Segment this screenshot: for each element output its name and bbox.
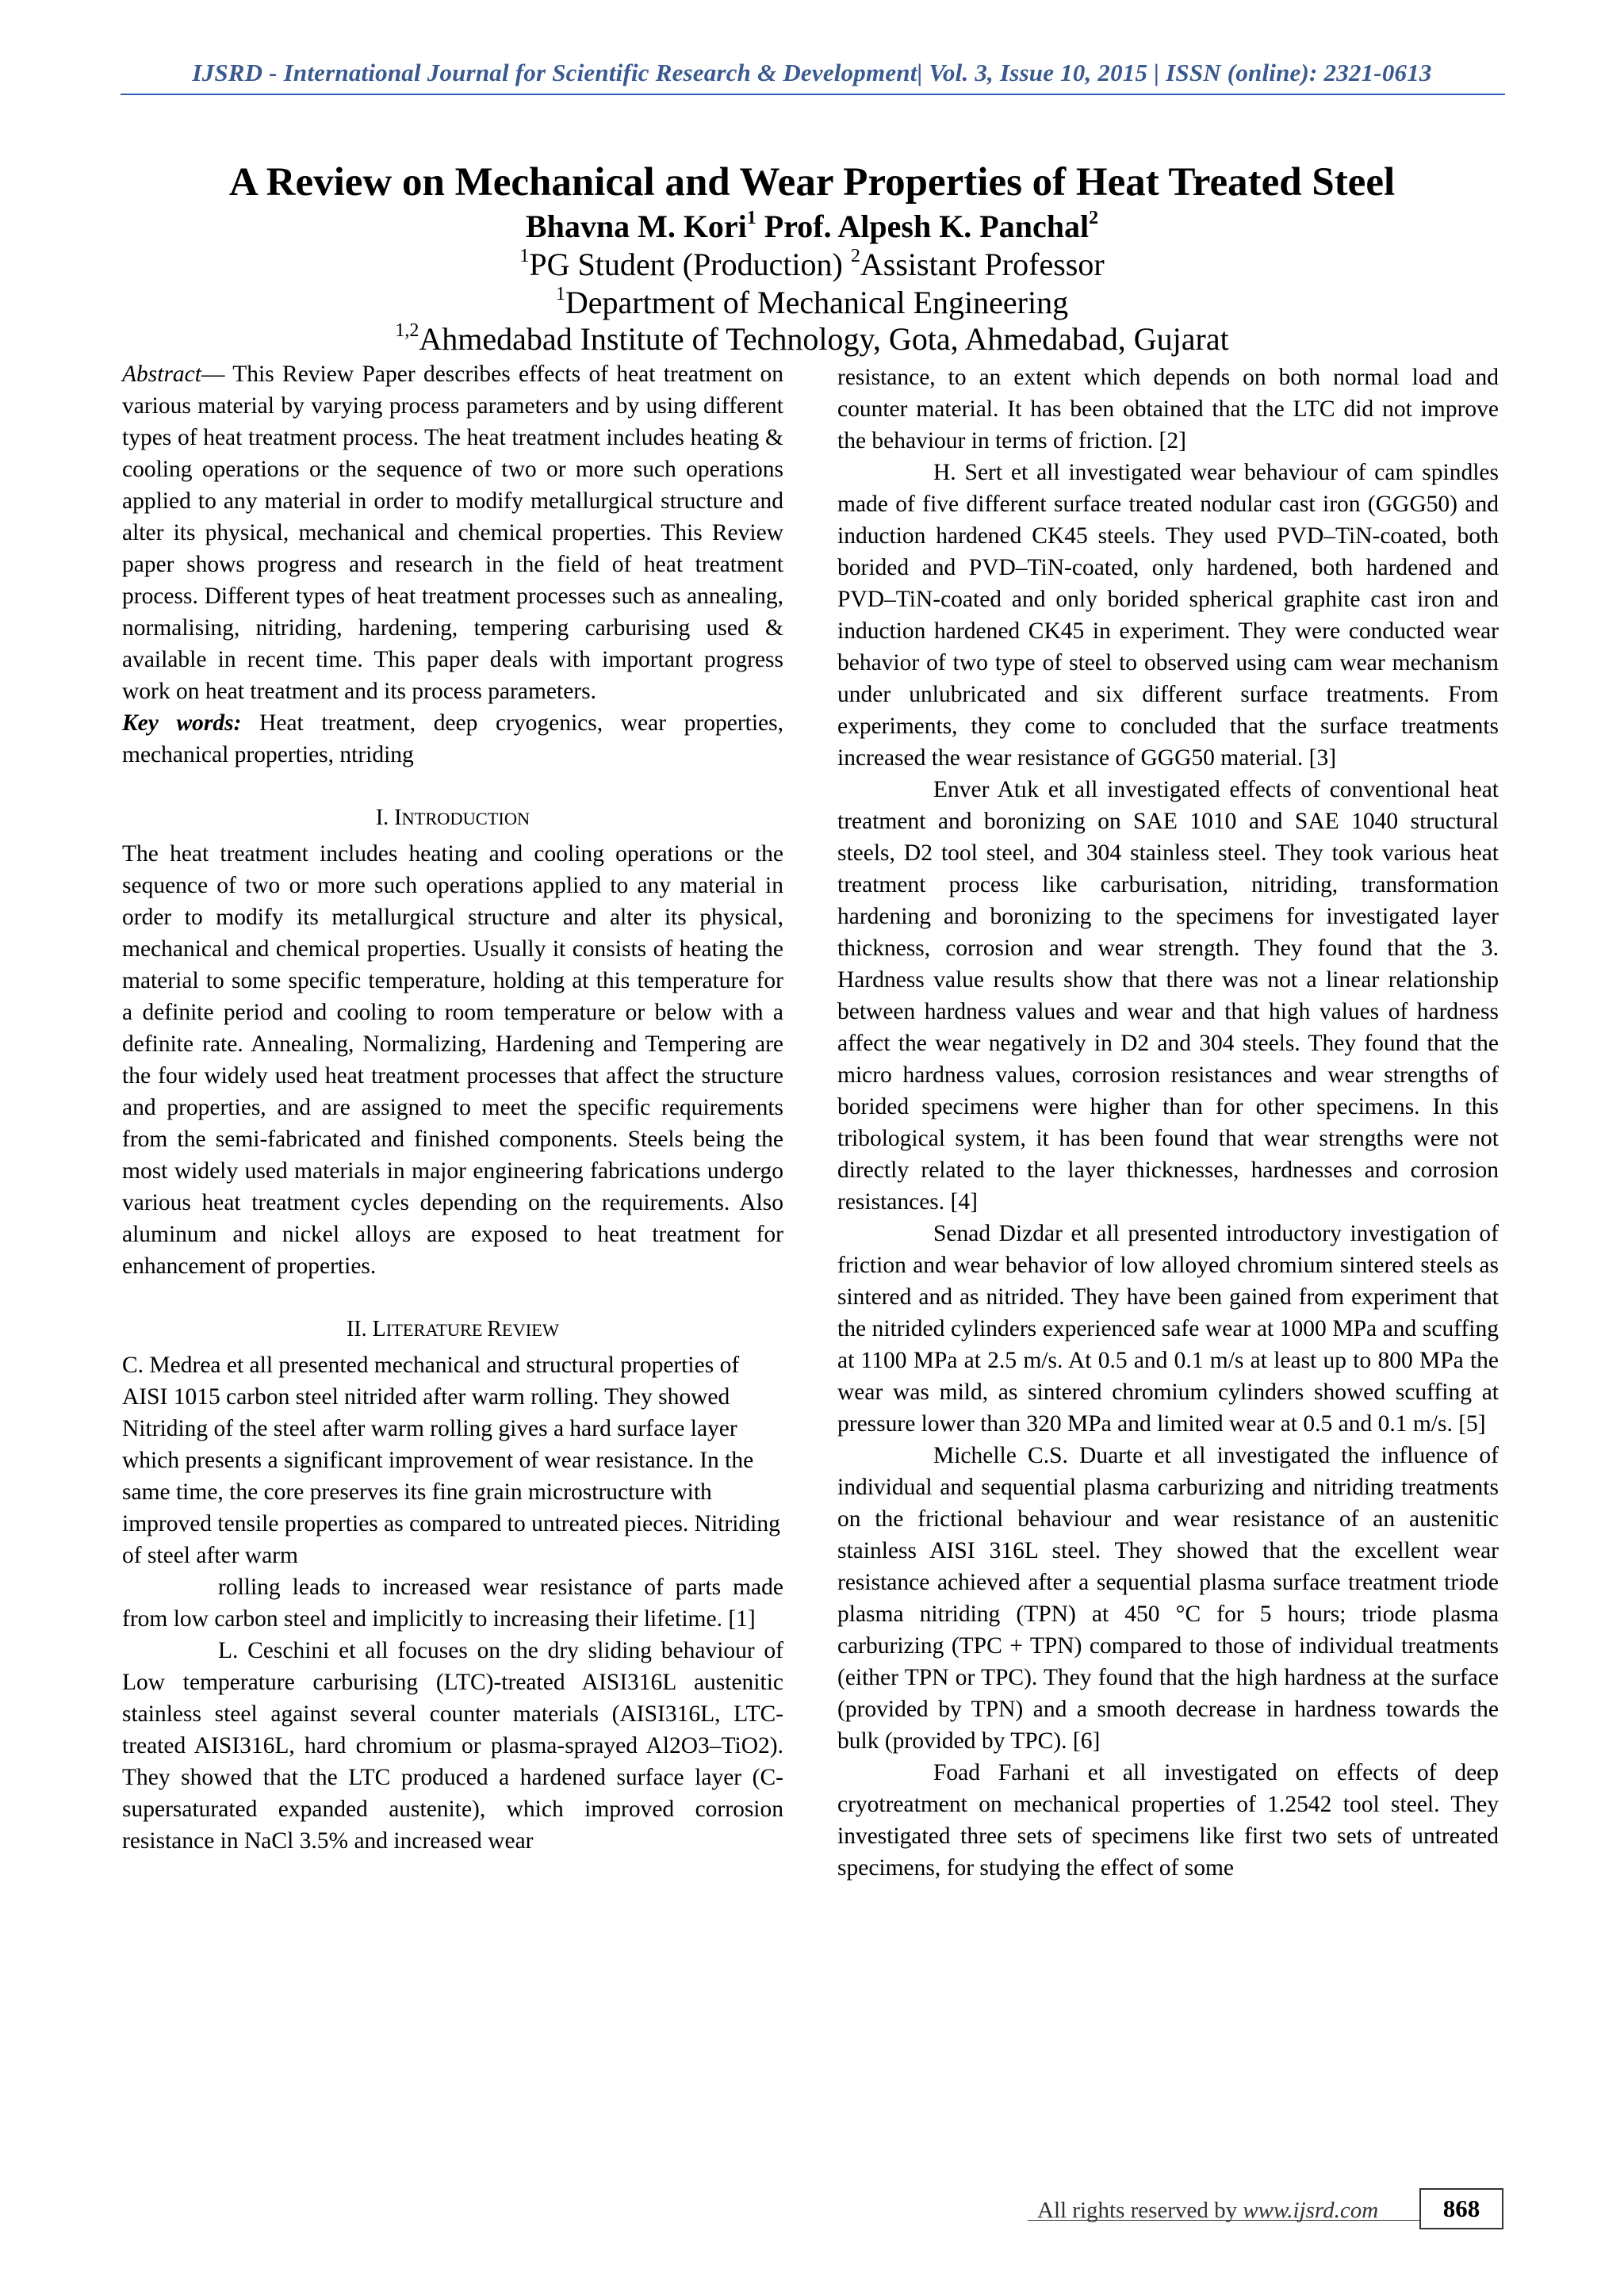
- lit-para-ceschini-cont: resistance, to an extent which depends on both normal load and counter material. It has been obtained that the LTC did not improve the behaviour in terms of friction. [2]: [837, 365, 1499, 453]
- abstract-text: This Review Paper describes effects of heat treatment on various material by varying process parameters and by using different types of heat treatment process. The heat treatment includes heating & cooling operations or the sequence of two or more such operations applied to any material in order to modify metallurgical structure and alter its physical, mechanical and chemical properties. This Review paper shows progress and research in the field of heat treatment process. Different types of heat treatment processes such as annealing, normalising, nitriding, hardening, tempering carburising used & available in recent time. This paper deals with important progress work on heat treatment and its process parameters.: [122, 362, 784, 704]
- keywords: [122, 707, 783, 771]
- section-2-cap-2: R: [487, 1317, 502, 1341]
- abstract-dash: —: [201, 362, 233, 387]
- affiliation-roles: [0, 246, 1624, 284]
- section-heading-introduction: [122, 802, 783, 835]
- role-2: Assistant Professor: [860, 247, 1105, 282]
- abstract-label: Abstract: [122, 362, 201, 387]
- introduction-body: The heat treatment includes heating and cooling operations or the sequence of two or more such operations applied to any material in order to modify its metallurgical structure and alter its physical, mechanical and chemical properties. Usually it consists of heating the material to some specific temperature, holding at this temperature for a definite period and cooling to room temperature or below with a definite rate. Annealing, Normalizing, Hardening and Tempering are the four widely used heat treatment processes that affect the structure and properties, and are assigned to meet the specific requirements from the semi-fabricated and finished components. Steels being the most widely used materials in major engineering fabrications undergo various heat treatment cycles depending on the requirements. Also aluminum and nickel alloys are exposed to heat treatment for enhancement of properties.: [122, 841, 783, 1279]
- header-rule: [121, 94, 1505, 95]
- abstract: [122, 358, 783, 707]
- lit-para-medrea-cont: rolling leads to increased wear resistance of parts made from low carbon steel and implicitly to increasing their lifetime. [1]: [122, 1575, 783, 1632]
- section-1-rest: NTRODUCTION: [401, 809, 530, 828]
- author-1-sup: 1: [746, 208, 756, 229]
- authors: [0, 208, 1624, 246]
- page-number: 868: [1419, 2188, 1503, 2229]
- right-column: [837, 362, 1499, 1884]
- section-1-cap: I: [394, 806, 402, 830]
- journal-header: IJSRD - International Journal for Scientific Research & Development| Vol. 3, Issue 10, 2015 | ISSN (online): 2321-0613: [192, 59, 1432, 86]
- institute: Ahmedabad Institute of Technology, Gota, Ahmedabad, Gujarat: [419, 321, 1229, 357]
- lit-para-ceschini: L. Ceschini et all focuses on the dry sliding behaviour of Low temperature carburising (LTC)-treated AISI316L austenitic stainless steel against several counter materials (AISI316L, LTC-treated AISI316L, hard chromium or plasma-sprayed Al2O3–TiO2). They showed that the LTC produced a hardened surface layer (C-supersaturated expanded austenite), which improved corrosion resistance in NaCl 3.5% and increased wear: [122, 1638, 783, 1854]
- section-1-number: I.: [375, 806, 395, 830]
- left-column: [122, 358, 783, 1857]
- footer-site-link[interactable]: www.ijsrd.com: [1243, 2198, 1379, 2223]
- section-2-cap-1: L: [372, 1317, 386, 1341]
- role-1: PG Student (Production): [529, 247, 843, 282]
- lit-para-duarte: Michelle C.S. Duarte et all investigated the influence of individual and sequential plasma carburizing and nitriding treatments on the frictional behaviour and wear resistance of an austenitic stainless AISI 316L steel. They showed that the excellent wear resistance achieved after a sequential plasma surface treatment triode plasma nitriding (TPN) at 450 °C for 5 hours; triode plasma carburizing (TPC + TPN) compared to those of individual treatments (either TPN or TPC). They found that the high hardness at the surface (provided by TPN) and a smooth decrease in hardness towards the bulk (provided by TPC). [6]: [837, 1443, 1499, 1754]
- author-1: Bhavna M. Kori: [525, 209, 747, 244]
- role-2-sup: 2: [850, 246, 860, 267]
- affiliation-institute: [0, 320, 1624, 358]
- department: Department of Mechanical Engineering: [565, 285, 1069, 320]
- lit-para-farhani: Foad Farhani et all investigated on effects of deep cryotreatment on mechanical properties of 1.2542 tool steel. They investigated three sets of specimens like first two sets of untreated specimens, for studying the effect of some: [837, 1760, 1499, 1881]
- section-2-rest-1: ITERATURE: [385, 1320, 488, 1340]
- keywords-text: Heat treatment, deep cryogenics, wear properties, mechanical properties, ntriding: [122, 710, 783, 767]
- spacer: [122, 1282, 783, 1314]
- institute-sup: 1,2: [395, 320, 419, 342]
- lit-para-atik: Enver Atık et all investigated effects of conventional heat treatment and boronizing on SAE 1010 and SAE 1040 structural steels, D2 tool steel, and 304 stainless steel. They took various heat treatment process like carburisation, nitriding, transformation hardening and boronizing to the specimens for investigated layer thickness, corrosion and wear strength. They found that the 3. Hardness value results show that there was not a linear relationship between hardness values and wear and that high values of hardness affect the wear negatively in D2 and 304 steels. They found that the micro hardness values, corrosion resistances and wear strengths of borided specimens were higher than for other specimens. In this tribological system, it has been found that wear strengths were not directly related to the layer thicknesses, hardnesses and corrosion resistances. [4]: [837, 777, 1499, 1215]
- footer-rights: [1037, 2198, 1378, 2224]
- lit-para-sert: H. Sert et all investigated wear behaviour of cam spindles made of five different surface treated nodular cast iron (GGG50) and induction hardened CK45 steels. They used PVD–TiN-coated, both borided and PVD–TiN-coated, only hardened, both hardened and PVD–TiN-coated and only borided spherical graphite cast iron and induction hardened CK45 in experiment. They were conducted wear behavior of two type of steel to observed using cam wear mechanism under unlubricated and six different surface treatments. From experiments, they come to concluded that the surface treatments increased the wear resistance of GGG50 material. [3]: [837, 460, 1499, 771]
- author-2: Prof. Alpesh K. Panchal: [764, 209, 1090, 244]
- lit-para-dizdar: Senad Dizdar et all presented introductory investigation of friction and wear behavior of low alloyed chromium sintered steels as sintered and as nitrided. They have been gained from experiment that the nitrided cylinders experienced safe wear at 1000 MPa and scuffing at 1100 MPa at 2.5 m/s. At 0.5 and 0.1 m/s at least up to 800 MPa the wear was mild, as sintered chromium cylinders showed scuffing at pressure lower than 320 MPa and limited wear at 0.5 and 0.1 m/s. [5]: [837, 1221, 1499, 1437]
- lit-para-medrea: C. Medrea et all presented mechanical and structural properties of AISI 1015 carbon steel nitrided after warm rolling. They showed Nitriding of the steel after warm rolling gives a hard surface layer which presents a significant improvement of wear resistance. In the same time, the core preserves its fine grain microstructure with improved tensile properties as compared to untreated pieces. Nitriding of steel after warm: [122, 1353, 780, 1568]
- department-sup: 1: [555, 284, 565, 305]
- keywords-label: Key words:: [122, 710, 242, 736]
- author-2-sup: 2: [1089, 208, 1099, 229]
- section-2-rest-2: EVIEW: [501, 1320, 560, 1340]
- footer-rights-text: All rights reserved by: [1037, 2198, 1243, 2223]
- paper-title: A Review on Mechanical and Wear Properties of Heat Treated Steel: [228, 160, 1396, 205]
- spacer: [122, 771, 783, 802]
- section-heading-literature-review: [122, 1314, 783, 1346]
- role-1-sup: 1: [519, 246, 530, 267]
- affiliation-department: [0, 284, 1624, 322]
- section-2-number: II.: [346, 1317, 373, 1341]
